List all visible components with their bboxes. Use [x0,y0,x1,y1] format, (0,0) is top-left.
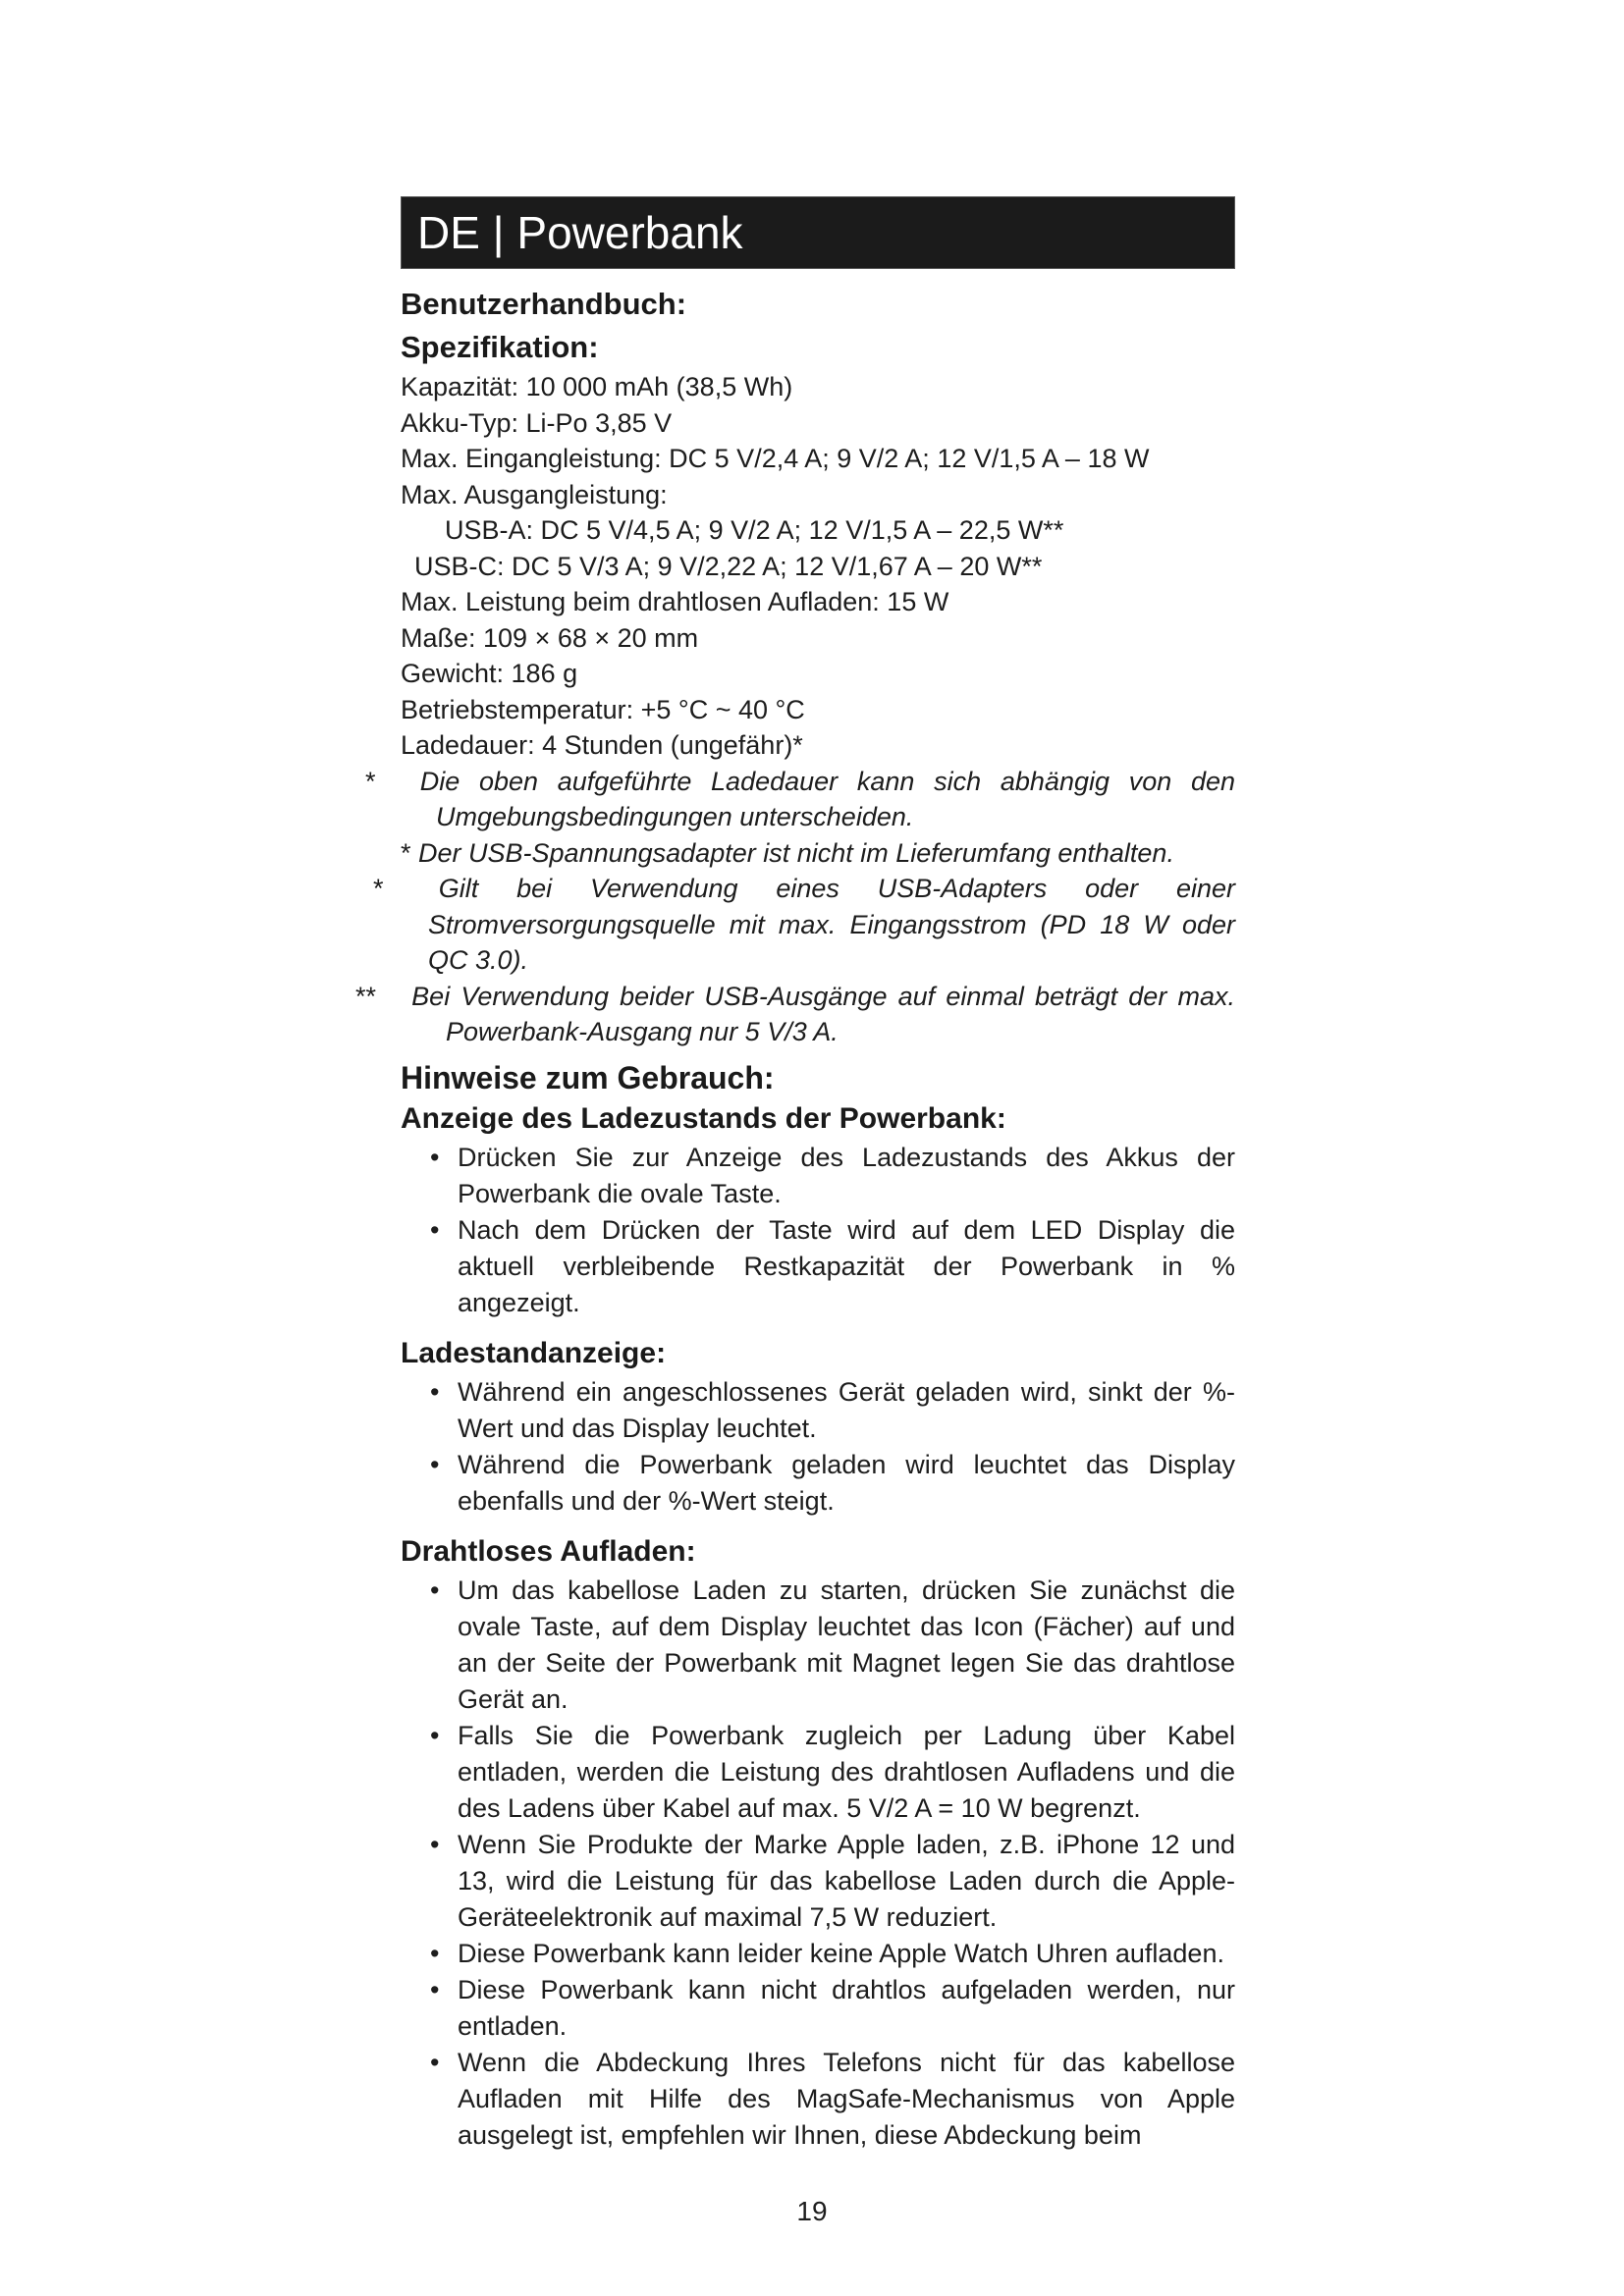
document-body [355,196,1235,2154]
spec-wireless-max: Max. Leistung beim drahtlosen Aufladen: 15 W [401,587,949,616]
spec-heading: Spezifikation: [401,330,599,364]
spec-dimensions: Maße: 109 × 68 × 20 mm [401,622,699,653]
section-banner: DE | Powerbank [401,196,1235,269]
spec-max-output-label: Max. Ausgangleistung: [401,479,668,509]
page-number: 19 [796,2196,828,2226]
spec-operating-temp: Betriebstemperatur: +5 °C ~ 40 °C [401,694,805,724]
list-item: • Während ein angeschlossenes Gerät geladen wird, sinkt der %-Wert und das Display leuchtet. [401,1374,1235,1447]
list-item: • Drücken Sie zur Anzeige des Ladezustands des Akkus der Powerbank die ovale Taste. [401,1140,1235,1212]
charge-state-list [401,1140,1235,1321]
spec-weight: Gewicht: 186 g [401,659,578,688]
list-item: • Um das kabellose Laden zu starten, drücken Sie zunächst die ovale Taste, auf dem Display leuchtet das Icon (Fächer) auf und an der Seite der Powerbank mit Magnet legen Sie das drahtlose Gerät an. [401,1573,1235,1718]
manual-heading: Benutzerhandbuch: [401,287,687,321]
usage-heading: Hinweise zum Gebrauch: [401,1059,775,1095]
footnote: * Gilt bei Verwendung eines USB-Adapters oder einer Stromversorgungsquelle mit max. Eingangsstrom (PD 18 W oder QC 3.0). [373,874,1235,975]
level-indicator-heading: Ladestandanzeige: [401,1336,667,1369]
list-item: • Diese Powerbank kann nicht drahtlos aufgeladen werden, nur entladen. [401,1972,1235,2045]
charge-state-heading: Anzeige des Ladezustands der Powerbank: [401,1101,1006,1135]
spec-charge-time: Ladedauer: 4 Stunden (ungefähr)* [401,730,803,760]
list-item: • Diese Powerbank kann leider keine Apple Watch Uhren aufladen. [401,1936,1235,1972]
spec-usb-a: USB-A: DC 5 V/4,5 A; 9 V/2 A; 12 V/1,5 A – 22,5 W** [445,515,1064,545]
level-indicator-list [401,1374,1235,1520]
list-item: • Während die Powerbank geladen wird leuchtet das Display ebenfalls und der %-Wert steigt. [401,1447,1235,1520]
spec-battery-type: Akku-Typ: Li-Po 3,85 V [401,407,673,438]
wireless-heading: Drahtloses Aufladen: [401,1534,696,1568]
footnote: ** Bei Verwendung beider USB-Ausgänge auf einmal beträgt der max. Powerbank-Ausgang nur 5 V/3 A. [355,981,1235,1046]
spec-capacity: Kapazität: 10 000 mAh (38,5 Wh) [401,372,793,401]
spec-max-input: Max. Eingangleistung: DC 5 V/2,4 A; 9 V/2 A; 12 V/1,5 A – 18 W [401,444,1150,473]
list-item: • Wenn die Abdeckung Ihres Telefons nicht für das kabellose Aufladen mit Hilfe des MagSafe-Mechanismus von Apple ausgelegt ist, empfehlen wir Ihnen, diese Abdeckung beim [401,2045,1235,2154]
list-item: • Wenn Sie Produkte der Marke Apple laden, z.B. iPhone 12 und 13, wird die Leistung für das kabellose Laden durch die Apple-Geräteelektronik auf maximal 7,5 W reduziert. [401,1827,1235,1936]
footnote: * Der USB-Spannungsadapter ist nicht im Lieferumfang enthalten. [401,837,1174,868]
list-item: • Nach dem Drücken der Taste wird auf dem LED Display die aktuell verbleibende Restkapazität der Powerbank in % angezeigt. [401,1212,1235,1321]
footnote: * Die oben aufgeführte Ladedauer kann sich abhängig von den Umgebungsbedingungen unterscheiden. [365,766,1235,831]
wireless-list [401,1573,1235,2154]
list-item: • Falls Sie die Powerbank zugleich per Ladung über Kabel entladen, werden die Leistung des drahtlosen Aufladens und die des Ladens über Kabel auf max. 5 V/2 A = 10 W begrenzt. [401,1718,1235,1827]
spec-usb-c: USB-C: DC 5 V/3 A; 9 V/2,22 A; 12 V/1,67 A – 20 W** [414,551,1043,581]
